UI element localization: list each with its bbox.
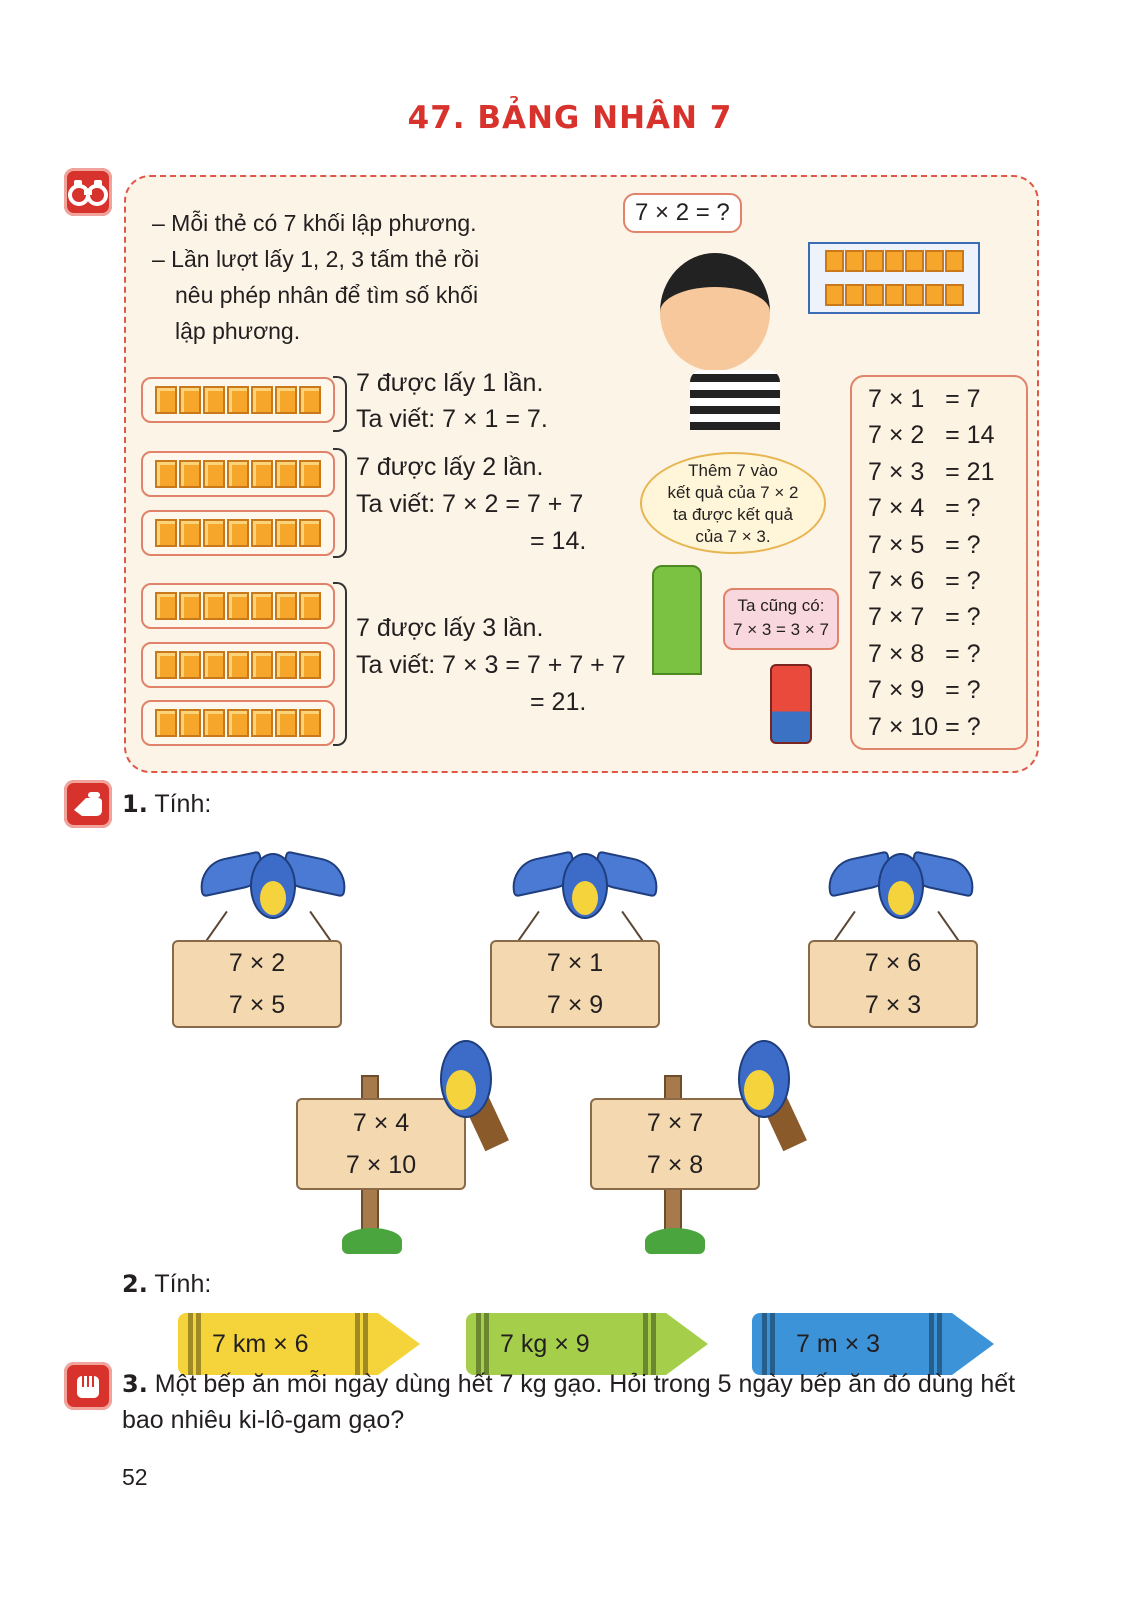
bird-illustration: [826, 835, 976, 925]
group3-line3: = 21.: [530, 688, 587, 716]
grass: [645, 1228, 705, 1254]
boy-shirt: [690, 370, 780, 430]
sign-expr: 7 × 9: [546, 991, 604, 1019]
table-row: 7 × 7 = ?: [868, 603, 981, 632]
sign-board: [172, 940, 342, 1028]
grass: [342, 1228, 402, 1254]
bird-illustration: [198, 835, 348, 925]
group1-line2: Ta viết: 7 × 1 = 7.: [356, 405, 548, 433]
brace: [333, 582, 347, 746]
table-row: 7 × 2 = 14: [868, 421, 995, 450]
table-row: 7 × 3 = 21: [868, 457, 995, 486]
brace: [333, 448, 347, 558]
eraser-speech-bubble: [723, 588, 839, 650]
sign-expr: 7 × 8: [646, 1151, 704, 1179]
exercise-number: 2.: [122, 1270, 148, 1298]
question-bubble: 7 × 2 = ?: [623, 193, 742, 233]
intro-line-2: – Lần lượt lấy 1, 2, 3 tấm thẻ rồi: [152, 246, 480, 272]
group3-line1: 7 được lấy 3 lần.: [356, 614, 544, 642]
sign-expr: 7 × 7: [646, 1109, 704, 1137]
sign-expr: 7 × 4: [352, 1109, 410, 1137]
cube-card: [141, 510, 335, 556]
cube-card: [141, 377, 335, 423]
fist-icon: [64, 1362, 112, 1410]
cube-card: [141, 451, 335, 497]
cube-card: [141, 642, 335, 688]
intro-line-1: – Mỗi thẻ có 7 khối lập phương.: [152, 210, 477, 236]
intro-line-3: nêu phép nhân để tìm số khối: [175, 282, 479, 308]
cloud-line: kết quả của 7 × 2: [667, 483, 799, 502]
page-number: 52: [122, 1464, 148, 1490]
table-row: 7 × 1 = 7: [868, 385, 981, 413]
sign-expr: 7 × 1: [546, 949, 604, 977]
group1-line1: 7 được lấy 1 lần.: [356, 369, 544, 397]
eraser-character: [770, 664, 812, 744]
bird-illustration: [718, 1020, 808, 1140]
boy-cube-cards: [808, 242, 980, 314]
exercise-3-text: Một bếp ăn mỗi ngày dùng hết 7 kg gạo. Hỏi trong 5 ngày bếp ăn đó dùng hết bao nhiêu ki-lô-gam gạo?: [122, 1370, 1016, 1434]
exercise-label: Tính:: [154, 790, 212, 818]
sign-expr: 7 × 2: [228, 949, 286, 977]
exercise-number: 3.: [122, 1370, 148, 1398]
group2-line1: 7 được lấy 2 lần.: [356, 453, 544, 481]
boy-illustration: [660, 253, 770, 371]
bird-illustration: [420, 1020, 510, 1140]
sign-expr: 7 × 5: [228, 991, 286, 1019]
sign-board: [808, 940, 978, 1028]
group2-line3: = 14.: [530, 527, 587, 555]
group2-line2: Ta viết: 7 × 2 = 7 + 7: [356, 490, 584, 518]
bubble-line: 7 × 3 = 3 × 7: [733, 620, 829, 639]
exercise-2-heading: [122, 1270, 211, 1299]
crayon-expr: 7 km × 6: [212, 1329, 309, 1358]
sign-board: [490, 940, 660, 1028]
brace: [333, 376, 347, 432]
table-row: 7 × 6 = ?: [868, 567, 981, 596]
exercise-3: [122, 1366, 1022, 1438]
group3-line2: Ta viết: 7 × 3 = 7 + 7 + 7: [356, 651, 626, 679]
practice-hand-icon: [64, 780, 112, 828]
bird-illustration: [510, 835, 660, 925]
cloud-line: Thêm 7 vào: [688, 461, 778, 480]
cube-card: [141, 583, 335, 629]
pencil-character: [652, 565, 702, 675]
crayon-expr: 7 m × 3: [796, 1329, 881, 1358]
multiplication-table: [850, 375, 1028, 750]
bubble-line: Ta cũng có:: [737, 596, 825, 615]
table-row: 7 × 8 = ?: [868, 639, 981, 668]
exercise-1-heading: [122, 790, 211, 819]
table-row: 7 × 9 = ?: [868, 676, 981, 705]
table-row: 7 × 5 = ?: [868, 530, 981, 559]
cube-card: [141, 700, 335, 746]
sign-expr: 7 × 10: [345, 1151, 417, 1179]
intro-line-4: lập phương.: [175, 318, 301, 344]
cloud-line: của 7 × 3.: [695, 527, 771, 546]
table-row: 7 × 4 = ?: [868, 494, 981, 523]
exercise-number: 1.: [122, 790, 148, 818]
table-row: 7 × 10 = ?: [868, 712, 981, 741]
page-title: 47. BẢNG NHÂN 7: [407, 100, 733, 136]
crayon-expr: 7 kg × 9: [500, 1329, 590, 1358]
cloud-line: ta được kết quả: [673, 505, 793, 524]
sign-expr: 7 × 3: [864, 991, 922, 1019]
pencil-speech-cloud: [640, 452, 826, 554]
binoculars-icon: [64, 168, 112, 216]
exercise-label: Tính:: [154, 1270, 212, 1298]
sign-expr: 7 × 6: [864, 949, 922, 977]
